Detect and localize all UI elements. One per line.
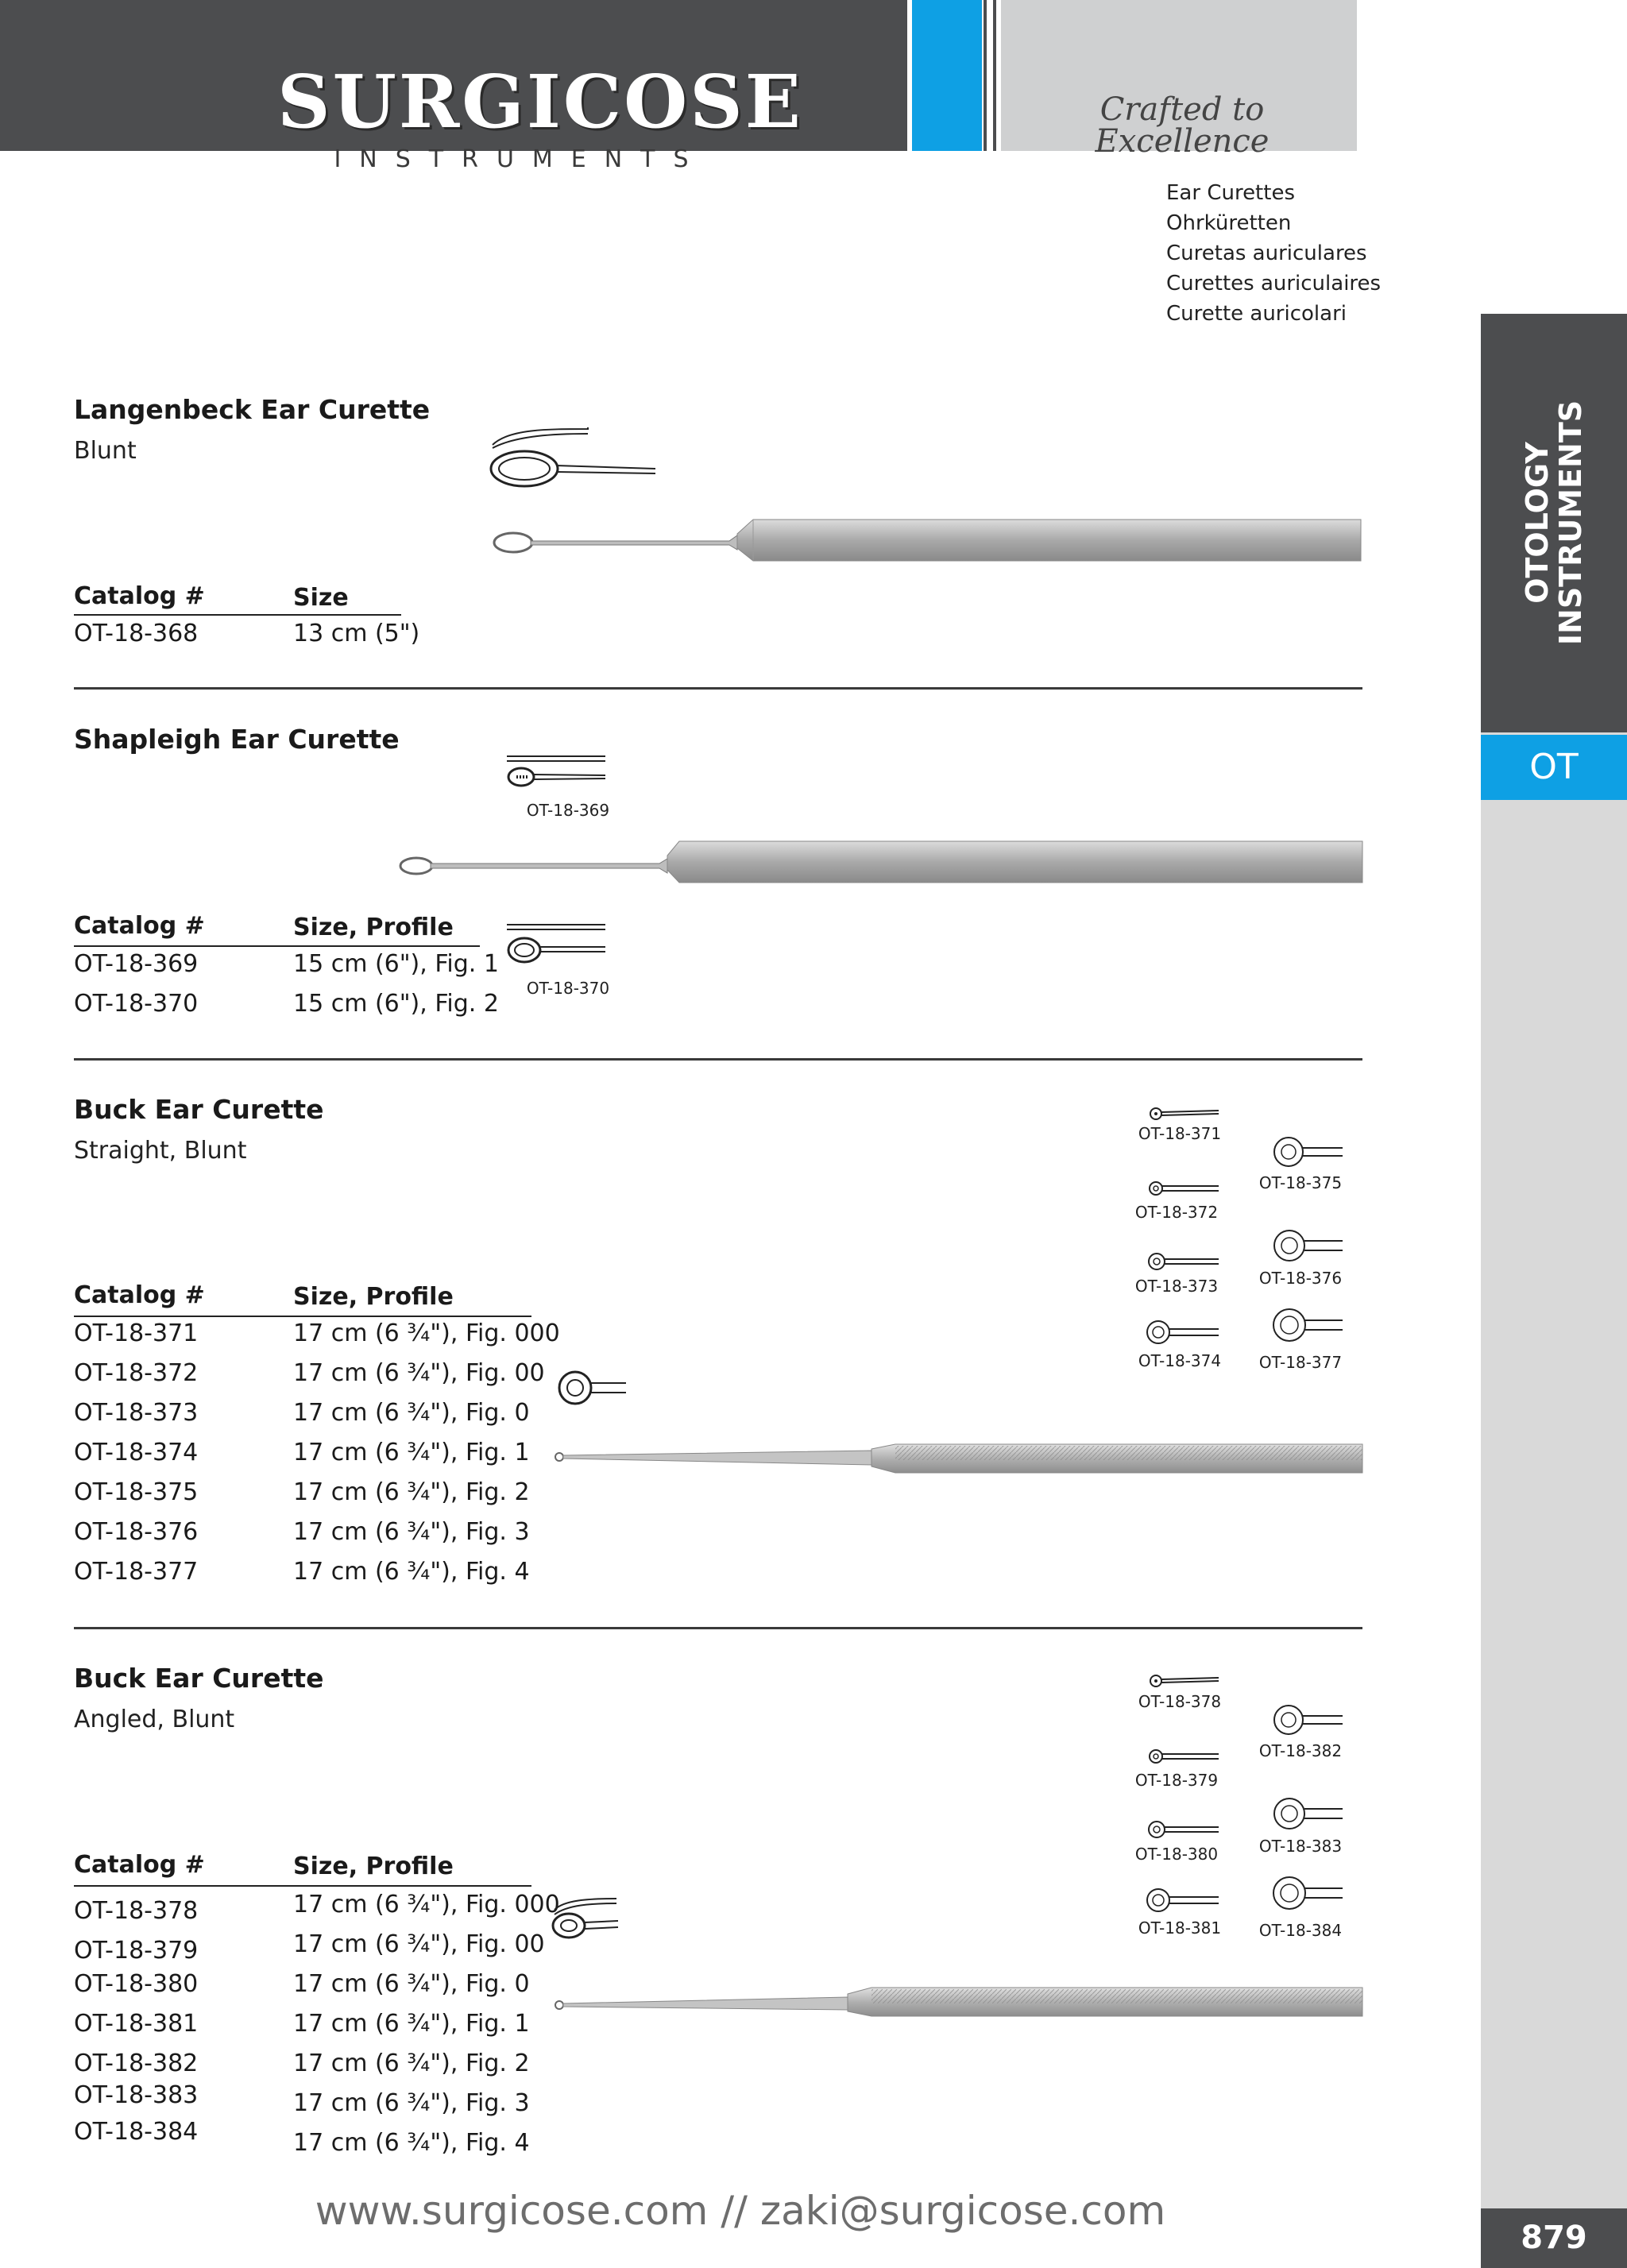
- column-header-size: Size, Profile: [293, 1283, 454, 1311]
- column-header-size: Size, Profile: [293, 914, 454, 941]
- category-names: [1166, 178, 1381, 329]
- product-subtitle: Angled, Blunt: [74, 1706, 235, 1733]
- section-divider: [74, 687, 1362, 690]
- tip-profile-icon: [1144, 1746, 1220, 1767]
- column-header-catalog: Catalog #: [74, 1281, 205, 1309]
- size-value: 17 cm (6 ¾"), Fig. 00: [293, 1359, 545, 1387]
- section-name-line: INSTRUMENTS: [1553, 400, 1588, 646]
- figure-label: OT-18-376: [1258, 1269, 1343, 1288]
- curette-tip-detail: [556, 1368, 628, 1408]
- figure-label: OT-18-379: [1134, 1771, 1219, 1790]
- size-value: 17 cm (6 ¾"), Fig. 1: [293, 2010, 530, 2038]
- figure-label: OT-18-380: [1134, 1845, 1219, 1864]
- figure-label: OT-18-384: [1258, 1921, 1343, 1940]
- product-subtitle: Blunt: [74, 437, 137, 465]
- catalog-number: OT-18-369: [74, 950, 199, 978]
- size-value: 17 cm (6 ¾"), Fig. 0: [293, 1970, 530, 1998]
- catalog-number: OT-18-376: [74, 1518, 199, 1546]
- table-header-rule: [74, 1885, 531, 1887]
- column-header-catalog: Catalog #: [74, 582, 205, 610]
- figure-label: OT-18-372: [1134, 1203, 1219, 1222]
- catalog-number: OT-18-382: [74, 2050, 199, 2077]
- size-value: 13 cm (5"): [293, 620, 420, 647]
- tip-profile-icon: [1271, 1134, 1344, 1169]
- size-value: 17 cm (6 ¾"), Fig. 000: [293, 1891, 560, 1918]
- figure-label: OT-18-373: [1134, 1277, 1219, 1296]
- tip-profile-icon: [1144, 1671, 1220, 1690]
- tip-profile-icon: [1144, 1317, 1220, 1347]
- table-header-rule: [74, 945, 480, 947]
- header-blue-band: [912, 0, 982, 151]
- catalog-number: OT-18-373: [74, 1399, 199, 1427]
- catalog-number: OT-18-375: [74, 1478, 199, 1506]
- catalog-number: OT-18-383: [74, 2081, 199, 2109]
- catalog-number: OT-18-378: [74, 1897, 199, 1925]
- size-value: 17 cm (6 ¾"), Fig. 1: [293, 1439, 530, 1466]
- category-name: Ear Curettes: [1166, 181, 1295, 205]
- column-header-catalog: Catalog #: [74, 912, 205, 940]
- figure-label: OT-18-375: [1258, 1173, 1343, 1192]
- catalog-number: OT-18-374: [74, 1439, 199, 1466]
- category-name: Curettes auriculaires: [1166, 272, 1382, 296]
- curette-instrument-image: [554, 1984, 1362, 2019]
- catalog-number: OT-18-370: [74, 990, 199, 1018]
- brand-subtitle: INSTRUMENTS: [334, 145, 707, 173]
- size-value: 17 cm (6 ¾"), Fig. 2: [293, 1478, 530, 1506]
- category-name: Ohrküretten: [1166, 211, 1292, 235]
- product-title: Buck Ear Curette: [74, 1094, 324, 1125]
- catalog-number: OT-18-380: [74, 1970, 199, 1998]
- section-divider: [74, 1058, 1362, 1061]
- header-divider: [984, 0, 987, 151]
- curette-tip-detail: [485, 421, 675, 493]
- catalog-number: OT-18-381: [74, 2010, 199, 2038]
- section-name-line: OTOLOGY: [1520, 442, 1555, 604]
- tip-profile-icon: [1144, 1818, 1220, 1841]
- curette-instrument-image: [554, 1443, 1362, 1478]
- figure-label: OT-18-369: [526, 801, 610, 820]
- tip-profile-icon: [1271, 1227, 1344, 1264]
- figure-label: OT-18-371: [1138, 1124, 1222, 1143]
- catalog-number: OT-18-372: [74, 1359, 199, 1387]
- section-code-badge: OT: [1481, 735, 1627, 800]
- figure-label: OT-18-382: [1258, 1741, 1343, 1760]
- category-name: Curette auricolari: [1166, 302, 1347, 326]
- curette-instrument-image: [491, 516, 1361, 566]
- brand-logo-text: SURGICOSE: [277, 59, 803, 145]
- tip-profile-icon: [1144, 1885, 1220, 1915]
- size-value: 17 cm (6 ¾"), Fig. 4: [293, 1558, 530, 1586]
- tip-profile-icon: [1144, 1178, 1220, 1199]
- size-value: 17 cm (6 ¾"), Fig. 4: [293, 2129, 530, 2157]
- size-value: 17 cm (6 ¾"), Fig. 2: [293, 2050, 530, 2077]
- tip-profile-icon: [1271, 1875, 1344, 1911]
- column-header-size: Size, Profile: [293, 1853, 454, 1880]
- size-value: 17 cm (6 ¾"), Fig. 00: [293, 1930, 545, 1958]
- sidebar-section-label: [1481, 314, 1627, 732]
- catalog-number: OT-18-384: [74, 2118, 199, 2146]
- header-divider: [993, 0, 996, 151]
- catalog-number: OT-18-377: [74, 1558, 199, 1586]
- figure-label: OT-18-374: [1138, 1351, 1222, 1370]
- size-value: 17 cm (6 ¾"), Fig. 0: [293, 1399, 530, 1427]
- figure-label: OT-18-377: [1258, 1353, 1343, 1372]
- size-value: 15 cm (6"), Fig. 1: [293, 950, 499, 978]
- figure-label: OT-18-383: [1258, 1837, 1343, 1856]
- product-title: Shapleigh Ear Curette: [74, 724, 400, 755]
- product-title: Langenbeck Ear Curette: [74, 394, 431, 425]
- tip-profile-icon: [1144, 1104, 1220, 1123]
- size-value: 15 cm (6"), Fig. 2: [293, 990, 499, 1018]
- product-subtitle: Straight, Blunt: [74, 1137, 247, 1165]
- footer-contact: www.surgicose.com // zaki@surgicose.com: [315, 2188, 1166, 2234]
- category-name: Curetas auriculares: [1166, 241, 1367, 265]
- curette-tip-fig2: [505, 920, 609, 968]
- table-header-rule: [74, 614, 401, 616]
- column-header-catalog: Catalog #: [74, 1851, 205, 1879]
- table-header-rule: [74, 1316, 531, 1317]
- section-divider: [74, 1627, 1362, 1629]
- size-value: 17 cm (6 ¾"), Fig. 3: [293, 2089, 530, 2117]
- curette-tip-fig1: [505, 751, 609, 791]
- tip-profile-icon: [1144, 1250, 1220, 1273]
- catalog-number: OT-18-371: [74, 1319, 199, 1347]
- tip-profile-icon: [1271, 1795, 1344, 1832]
- catalog-number: OT-18-368: [74, 620, 199, 647]
- brand-tagline: Crafted to Excellence: [1095, 91, 1270, 160]
- size-value: 17 cm (6 ¾"), Fig. 000: [293, 1319, 560, 1347]
- curette-tip-detail: [548, 1894, 628, 1942]
- tip-profile-icon: [1271, 1702, 1344, 1737]
- curette-instrument-image: [397, 838, 1362, 886]
- size-value: 17 cm (6 ¾"), Fig. 3: [293, 1518, 530, 1546]
- figure-label: OT-18-378: [1138, 1692, 1222, 1711]
- catalog-number: OT-18-379: [74, 1937, 199, 1965]
- figure-label: OT-18-381: [1138, 1918, 1222, 1938]
- page-number: 879: [1481, 2208, 1627, 2268]
- tip-profile-icon: [1271, 1307, 1344, 1343]
- figure-label: OT-18-370: [526, 979, 610, 998]
- product-title: Buck Ear Curette: [74, 1663, 324, 1694]
- column-header-size: Size: [293, 584, 349, 612]
